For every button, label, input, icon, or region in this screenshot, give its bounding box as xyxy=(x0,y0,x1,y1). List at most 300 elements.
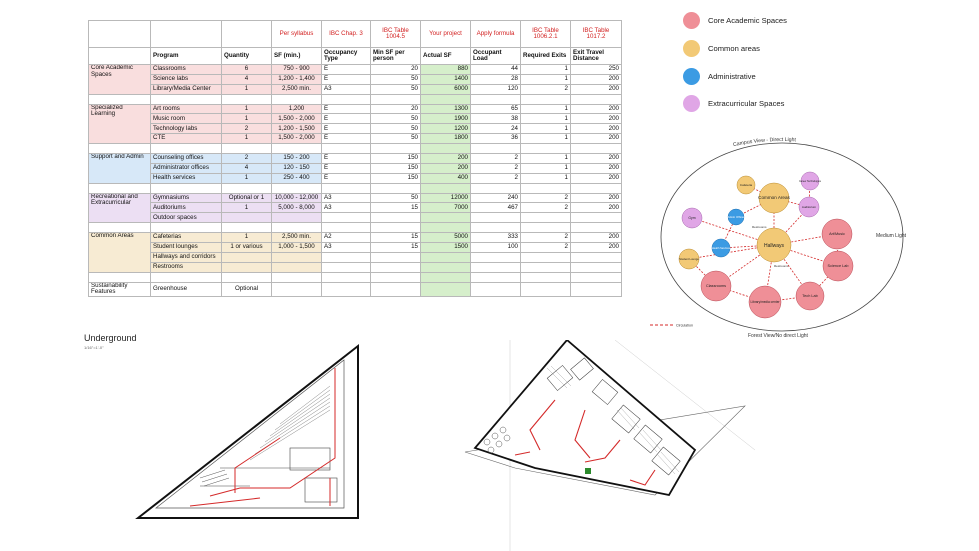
cell-load: 2 xyxy=(471,154,521,164)
cell-travel: 200 xyxy=(571,203,622,213)
table-row xyxy=(89,203,622,213)
cell-actual-sf: 200 xyxy=(421,163,471,173)
spacer-cell xyxy=(272,144,322,154)
node-label: Library/media center xyxy=(750,300,780,304)
cell-min-sf: 50 xyxy=(371,84,421,94)
cell-quantity: 1 xyxy=(222,104,272,114)
cell-quantity: 4 xyxy=(222,74,272,84)
spacer-cell xyxy=(471,94,521,104)
cell-program: Technology labs xyxy=(151,124,222,134)
spacer-cell xyxy=(371,223,421,233)
category-cell: Support and Admin xyxy=(89,154,151,184)
node-science-lab xyxy=(823,251,853,281)
spacer-cell xyxy=(371,144,421,154)
legend-item-core xyxy=(683,12,787,29)
table-row xyxy=(89,262,622,272)
circulation-label: Circulation xyxy=(676,323,693,328)
cell-actual-sf xyxy=(421,252,471,262)
cell-program: Health services xyxy=(151,173,222,183)
cell-load: 2 xyxy=(471,163,521,173)
cell-actual-sf: 7000 xyxy=(421,203,471,213)
cell-program: Administrator offices xyxy=(151,163,222,173)
cell-exits: 2 xyxy=(521,84,571,94)
exit-sign xyxy=(585,468,591,474)
cell-sf-min xyxy=(272,262,322,272)
cell-occupancy: A3 xyxy=(322,203,371,213)
underground-floor-plan xyxy=(130,338,365,524)
cell-min-sf xyxy=(371,282,421,297)
spacer-cell xyxy=(151,223,222,233)
header-note: IBC Table 1004.5 xyxy=(371,21,421,48)
node-label: Tech Lab xyxy=(802,294,818,298)
cell-actual-sf: 12000 xyxy=(421,193,471,203)
header-note: IBC Chap. 3 xyxy=(322,21,371,48)
cell-program: Greenhouse xyxy=(151,282,222,297)
cell-min-sf xyxy=(371,252,421,262)
node-hallways xyxy=(757,228,791,262)
cell-travel xyxy=(571,282,622,297)
cell-min-sf xyxy=(371,213,421,223)
cell-load: 2 xyxy=(471,173,521,183)
cell-quantity: Optional or 1 xyxy=(222,193,272,203)
cell-occupancy: E xyxy=(322,134,371,144)
cell-occupancy: A3 xyxy=(322,243,371,253)
cell-sf-min: 2,500 min. xyxy=(272,84,322,94)
cell-exits: 1 xyxy=(521,74,571,84)
cell-exits xyxy=(521,262,571,272)
cell-load xyxy=(471,262,521,272)
spacer-cell xyxy=(222,94,272,104)
spacer-cell xyxy=(322,272,371,282)
cell-occupancy xyxy=(322,252,371,262)
table-row xyxy=(89,104,622,114)
cell-min-sf: 50 xyxy=(371,74,421,84)
cell-program: Hallways and corridors xyxy=(151,252,222,262)
spacer-cell xyxy=(151,183,222,193)
cell-program: Auditoriums xyxy=(151,203,222,213)
node-career-tech xyxy=(799,172,822,190)
legend-item-extracurricular xyxy=(683,95,784,112)
cell-occupancy: E xyxy=(322,65,371,75)
node-label: Admin Offices xyxy=(727,215,745,219)
cell-load: 240 xyxy=(471,193,521,203)
cell-occupancy xyxy=(322,282,371,297)
cell-travel: 200 xyxy=(571,233,622,243)
cell-quantity: 2 xyxy=(222,154,272,164)
table-row xyxy=(89,114,622,124)
cell-sf-min: 1,200 - 1,400 xyxy=(272,74,322,84)
spacer-cell xyxy=(571,272,622,282)
header-row xyxy=(89,48,622,65)
table-row xyxy=(89,84,622,94)
cell-exits: 1 xyxy=(521,154,571,164)
header-note xyxy=(151,21,222,48)
cell-load: 333 xyxy=(471,233,521,243)
cell-load: 65 xyxy=(471,104,521,114)
cell-sf-min: 5,000 - 8,000 xyxy=(272,203,322,213)
column-header: Occupancy Type xyxy=(322,48,371,65)
node-label: Science Lab xyxy=(827,264,849,268)
spacer-cell xyxy=(89,183,151,193)
spacer-cell xyxy=(89,94,151,104)
cell-exits: 1 xyxy=(521,124,571,134)
node-admin-offices xyxy=(727,209,745,225)
cell-load: 120 xyxy=(471,84,521,94)
legend-label: Common areas xyxy=(708,44,760,53)
node-label: Common Areas xyxy=(758,195,790,200)
table-row xyxy=(89,252,622,262)
cell-occupancy: E xyxy=(322,104,371,114)
cell-actual-sf: 880 xyxy=(421,65,471,75)
cell-program: Music room xyxy=(151,114,222,124)
cell-travel: 200 xyxy=(571,193,622,203)
node-label: Health Services xyxy=(711,247,731,250)
spacer-cell xyxy=(272,223,322,233)
cell-quantity: 1 xyxy=(222,84,272,94)
cell-min-sf: 15 xyxy=(371,243,421,253)
header-note: Your project xyxy=(421,21,471,48)
cell-actual-sf: 1400 xyxy=(421,74,471,84)
cell-quantity xyxy=(222,213,272,223)
cell-min-sf: 15 xyxy=(371,233,421,243)
cell-program: Library/Media Center xyxy=(151,84,222,94)
bubble-diagram xyxy=(648,130,928,345)
cell-quantity: 2 xyxy=(222,124,272,134)
table-row xyxy=(89,65,622,75)
cell-min-sf xyxy=(371,262,421,272)
cell-sf-min: 120 - 150 xyxy=(272,163,322,173)
cell-travel: 200 xyxy=(571,154,622,164)
table-row xyxy=(89,233,622,243)
cell-sf-min: 1,500 - 2,000 xyxy=(272,114,322,124)
cell-occupancy: E xyxy=(322,154,371,164)
cell-min-sf: 150 xyxy=(371,163,421,173)
spacer-cell xyxy=(222,272,272,282)
cell-sf-min: 2,500 min. xyxy=(272,233,322,243)
cell-min-sf: 20 xyxy=(371,104,421,114)
spacer-cell xyxy=(371,272,421,282)
spacer-cell xyxy=(421,272,471,282)
category-cell: Common Areas xyxy=(89,233,151,273)
table-row xyxy=(89,163,622,173)
legend-swatch xyxy=(683,68,700,85)
cell-quantity: 4 xyxy=(222,163,272,173)
bottom-label: Forest View/No direct Light xyxy=(748,333,808,339)
cell-sf-min: 150 - 200 xyxy=(272,154,322,164)
spacer-cell xyxy=(521,183,571,193)
category-cell: Sustainability Features xyxy=(89,282,151,297)
cell-actual-sf: 400 xyxy=(421,173,471,183)
cell-exits: 1 xyxy=(521,134,571,144)
table-row xyxy=(89,243,622,253)
cell-sf-min: 250 - 400 xyxy=(272,173,322,183)
cell-actual-sf: 5000 xyxy=(421,233,471,243)
cell-load xyxy=(471,282,521,297)
cell-quantity: Optional xyxy=(222,282,272,297)
cell-exits: 1 xyxy=(521,173,571,183)
spacer-cell xyxy=(222,223,272,233)
cell-occupancy: E xyxy=(322,124,371,134)
spacer-cell xyxy=(151,94,222,104)
spacer-row xyxy=(89,144,622,154)
category-cell: Specialized Learning xyxy=(89,104,151,144)
category-cell: Recreational and Extracurricular xyxy=(89,193,151,223)
plan-outline xyxy=(138,346,358,518)
restrooms-label: Restrooms xyxy=(752,225,767,229)
spacer-cell xyxy=(521,94,571,104)
table-body xyxy=(89,65,622,297)
column-header: Min SF per person xyxy=(371,48,421,65)
legend-swatch xyxy=(683,12,700,29)
cell-occupancy: A2 xyxy=(322,233,371,243)
cell-load: 36 xyxy=(471,134,521,144)
cell-travel: 200 xyxy=(571,243,622,253)
spacer-cell xyxy=(421,223,471,233)
cell-travel: 200 xyxy=(571,104,622,114)
cell-program: Classrooms xyxy=(151,65,222,75)
cell-program: Restrooms xyxy=(151,262,222,272)
spacer-row xyxy=(89,272,622,282)
cell-travel: 200 xyxy=(571,163,622,173)
node-label: Gym xyxy=(688,216,696,220)
spacer-cell xyxy=(571,183,622,193)
table-row xyxy=(89,213,622,223)
spacer-cell xyxy=(471,144,521,154)
legend-swatch xyxy=(683,40,700,57)
column-header: Required Exits xyxy=(521,48,571,65)
node-common-areas xyxy=(758,183,790,213)
cell-occupancy: A3 xyxy=(322,84,371,94)
restrooms-label: Restrooms xyxy=(774,264,789,268)
cell-travel xyxy=(571,213,622,223)
ground-floor-plan xyxy=(455,340,755,551)
cell-actual-sf xyxy=(421,262,471,272)
spacer-cell xyxy=(521,144,571,154)
cell-load: 24 xyxy=(471,124,521,134)
node-student-lounge xyxy=(679,249,699,269)
cell-quantity: 1 or various xyxy=(222,243,272,253)
cell-sf-min: 1,200 xyxy=(272,104,322,114)
cell-travel: 200 xyxy=(571,173,622,183)
legend-item-common xyxy=(683,40,760,57)
spacer-cell xyxy=(89,272,151,282)
spacer-cell xyxy=(521,272,571,282)
cell-actual-sf: 1900 xyxy=(421,114,471,124)
cell-quantity: 1 xyxy=(222,203,272,213)
table-row xyxy=(89,282,622,297)
node-label: Hallways xyxy=(763,243,785,249)
table-row xyxy=(89,74,622,84)
cell-min-sf: 50 xyxy=(371,134,421,144)
cell-program: Science labs xyxy=(151,74,222,84)
spacer-cell xyxy=(521,223,571,233)
table-row xyxy=(89,124,622,134)
node-label: Classrooms xyxy=(705,284,727,288)
spacer-cell xyxy=(471,272,521,282)
underground-scale: 1/16"=1'-0" xyxy=(84,345,104,350)
cell-sf-min xyxy=(272,252,322,262)
cell-exits: 1 xyxy=(521,65,571,75)
top-label: Campus View - Direct Light xyxy=(732,136,797,149)
spacer-cell xyxy=(151,272,222,282)
node-label: Art/Music xyxy=(829,232,845,236)
program-table xyxy=(88,20,622,297)
cell-exits: 2 xyxy=(521,243,571,253)
cell-min-sf: 50 xyxy=(371,193,421,203)
spacer-cell xyxy=(322,144,371,154)
cell-quantity xyxy=(222,262,272,272)
cell-min-sf: 20 xyxy=(371,65,421,75)
cell-actual-sf xyxy=(421,213,471,223)
cell-sf-min xyxy=(272,282,322,297)
cell-occupancy xyxy=(322,262,371,272)
cell-occupancy: E xyxy=(322,163,371,173)
cell-actual-sf: 200 xyxy=(421,154,471,164)
cell-occupancy: E xyxy=(322,114,371,124)
category-cell: Core Academic Spaces xyxy=(89,65,151,95)
header-note xyxy=(89,21,151,48)
node-auditorium xyxy=(799,197,819,217)
cell-quantity: 1 xyxy=(222,173,272,183)
spacer-cell xyxy=(89,223,151,233)
spacer-cell xyxy=(222,144,272,154)
cell-exits: 1 xyxy=(521,104,571,114)
cell-exits: 2 xyxy=(521,203,571,213)
cell-actual-sf: 1200 xyxy=(421,124,471,134)
node-label: Career Technologies xyxy=(799,180,821,183)
right-label: Medium Light xyxy=(876,233,907,239)
cell-program: Gymnasiums xyxy=(151,193,222,203)
cell-sf-min: 1,500 - 2,000 xyxy=(272,134,322,144)
cell-exits xyxy=(521,213,571,223)
node-health-services xyxy=(712,239,731,257)
cell-load: 100 xyxy=(471,243,521,253)
node-classrooms xyxy=(701,271,731,301)
header-note: Apply formula xyxy=(471,21,521,48)
table-row xyxy=(89,154,622,164)
column-header: Program xyxy=(151,48,222,65)
cell-travel: 200 xyxy=(571,74,622,84)
column-header: Actual SF xyxy=(421,48,471,65)
header-note xyxy=(222,21,272,48)
header-note: IBC Table 1017.2 xyxy=(571,21,622,48)
spacer-cell xyxy=(571,94,622,104)
spacer-cell xyxy=(322,223,371,233)
legend-label: Core Academic Spaces xyxy=(708,16,787,25)
spacer-cell xyxy=(89,144,151,154)
spacer-cell xyxy=(571,223,622,233)
spacer-cell xyxy=(322,94,371,104)
node-label: Cafeteria xyxy=(739,183,753,187)
cell-actual-sf: 1800 xyxy=(421,134,471,144)
legend-label: Extracurricular Spaces xyxy=(708,99,785,108)
header-notes-row xyxy=(89,21,622,48)
cell-program: Counseling offices xyxy=(151,154,222,164)
cell-quantity: 1 xyxy=(222,114,272,124)
table-row xyxy=(89,134,622,144)
cell-load: 44 xyxy=(471,65,521,75)
cell-load: 467 xyxy=(471,203,521,213)
column-header xyxy=(89,48,151,65)
cell-sf-min: 10,000 - 12,000 xyxy=(272,193,322,203)
underground-title: Underground xyxy=(84,333,137,343)
spacer-cell xyxy=(272,94,322,104)
column-header: Quantity xyxy=(222,48,272,65)
spacer-cell xyxy=(371,183,421,193)
legend-swatch xyxy=(683,95,700,112)
cell-sf-min: 750 - 900 xyxy=(272,65,322,75)
spacer-cell xyxy=(151,144,222,154)
cell-sf-min xyxy=(272,213,322,223)
cell-min-sf: 150 xyxy=(371,154,421,164)
cell-travel: 200 xyxy=(571,134,622,144)
cell-travel xyxy=(571,262,622,272)
column-header: SF (min.) xyxy=(272,48,322,65)
legend-item-admin xyxy=(683,68,756,85)
cell-occupancy: A3 xyxy=(322,193,371,203)
spacer-row xyxy=(89,223,622,233)
spacer-cell xyxy=(222,183,272,193)
cell-actual-sf: 6000 xyxy=(421,84,471,94)
spacer-cell xyxy=(322,183,371,193)
spacer-cell xyxy=(421,144,471,154)
cell-program: Cafeterias xyxy=(151,233,222,243)
spacer-cell xyxy=(371,94,421,104)
cell-exits: 1 xyxy=(521,163,571,173)
circulation-key xyxy=(650,324,693,328)
column-header: Exit Travel Distance xyxy=(571,48,622,65)
cell-program: Student lounges xyxy=(151,243,222,253)
node-art-music xyxy=(822,219,852,249)
cell-exits xyxy=(521,282,571,297)
cell-occupancy xyxy=(322,213,371,223)
node-gym xyxy=(682,208,702,228)
cell-travel: 250 xyxy=(571,65,622,75)
cell-exits: 2 xyxy=(521,233,571,243)
cell-quantity: 1 xyxy=(222,233,272,243)
cell-load: 28 xyxy=(471,74,521,84)
cell-actual-sf: 1500 xyxy=(421,243,471,253)
node-cafeteria xyxy=(737,176,755,194)
spacer-cell xyxy=(471,223,521,233)
cell-min-sf: 15 xyxy=(371,203,421,213)
cell-occupancy: E xyxy=(322,74,371,84)
spacer-row xyxy=(89,94,622,104)
cell-travel: 200 xyxy=(571,114,622,124)
cell-quantity: 6 xyxy=(222,65,272,75)
cell-exits: 1 xyxy=(521,114,571,124)
spacer-cell xyxy=(272,272,322,282)
cell-exits xyxy=(521,252,571,262)
cell-travel xyxy=(571,252,622,262)
cell-sf-min: 1,000 - 1,500 xyxy=(272,243,322,253)
node-label: Student Lounge xyxy=(679,257,699,261)
spacer-cell xyxy=(421,183,471,193)
cell-program: CTE xyxy=(151,134,222,144)
spacer-cell xyxy=(471,183,521,193)
spacer-cell xyxy=(421,94,471,104)
cell-min-sf: 50 xyxy=(371,114,421,124)
node-library xyxy=(749,286,781,318)
cell-actual-sf: 1300 xyxy=(421,104,471,114)
cell-load xyxy=(471,252,521,262)
cell-min-sf: 150 xyxy=(371,173,421,183)
cell-quantity xyxy=(222,252,272,262)
spacer-row xyxy=(89,183,622,193)
cell-actual-sf xyxy=(421,282,471,297)
node-label: Auditorium xyxy=(801,205,817,209)
cell-occupancy: E xyxy=(322,173,371,183)
